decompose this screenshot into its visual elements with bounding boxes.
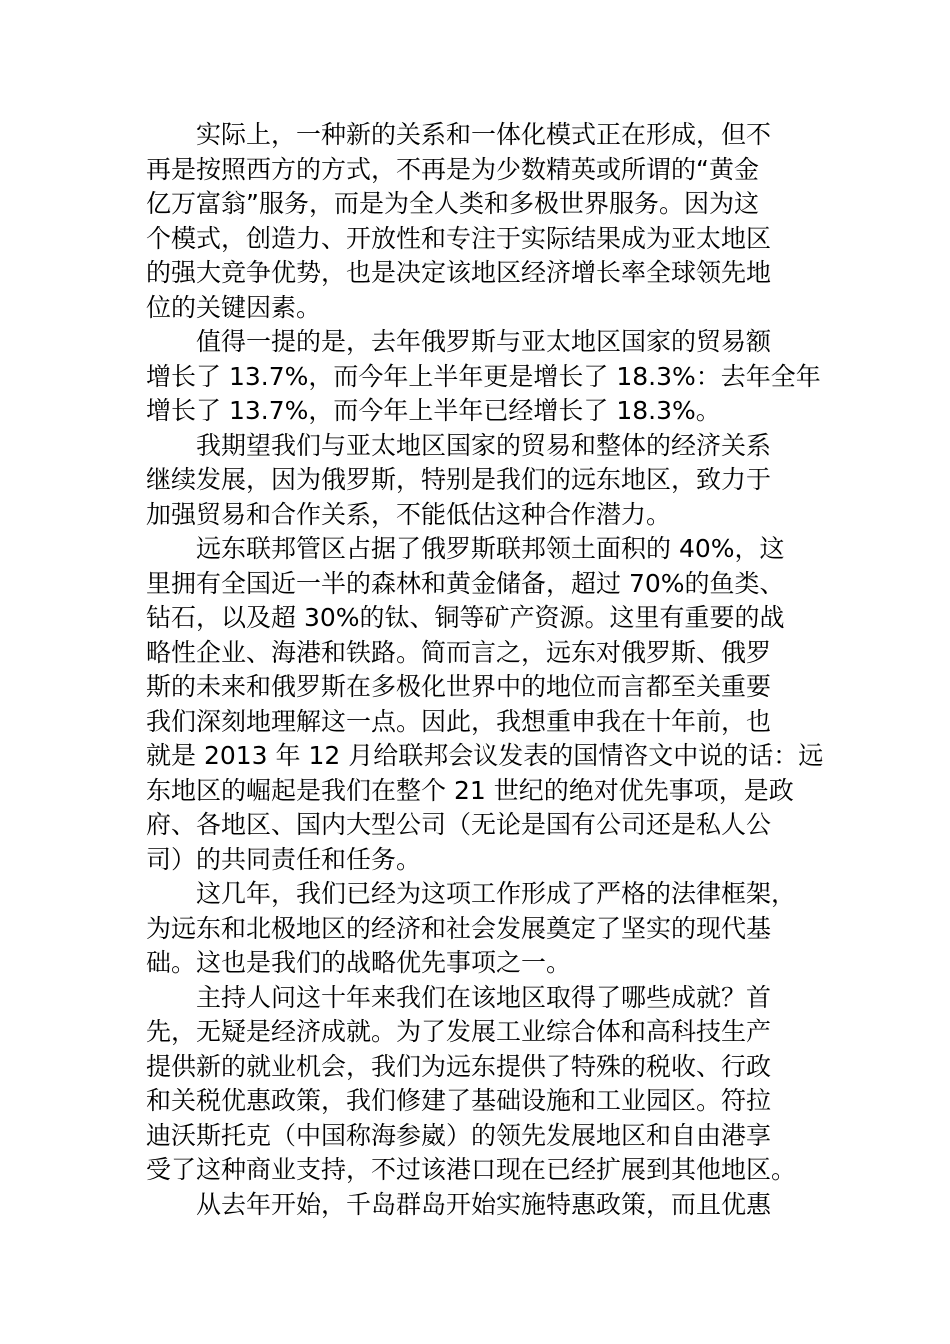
paragraph-1-line-1: 实际上，一种新的关系和一体化模式正在形成，但不 — [196, 120, 772, 149]
paragraph-6-line-5: 迪沃斯托克（中国称海参崴）的领先发展地区和自由港享 — [146, 1120, 772, 1150]
paragraph-1-line-4: 个模式，创造力、开放性和专注于实际结果成为亚太地区 — [146, 223, 772, 253]
paragraph-4-line-7: 就是 2013 年 12 月给联邦会议发表的国情咨文中说的话：远 — [146, 741, 824, 770]
paragraph-4-line-3: 钻石，以及超 30%的钛、铜等矿产资源。这里有重要的战 — [146, 603, 785, 632]
paragraph-3-line-3: 加强贸易和合作关系，不能低估这种合作潜力。 — [146, 499, 672, 529]
paragraph-2-line-1: 值得一提的是，去年俄罗斯与亚太地区国家的贸易额 — [196, 327, 772, 356]
paragraph-5-line-1: 这几年，我们已经为这项工作形成了严格的法律框架， — [196, 879, 797, 908]
paragraph-1-line-3: 亿万富翁”服务，而是为全人类和多极世界服务。因为这 — [146, 189, 759, 218]
paragraph-5-line-3: 础。这也是我们的战略优先事项之一。 — [146, 948, 572, 977]
paragraph-4-line-4: 略性企业、海港和铁路。简而言之，远东对俄罗斯、俄罗 — [146, 637, 772, 667]
paragraph-6-line-2: 先，无疑是经济成就。为了发展工业综合体和高科技生产 — [146, 1017, 772, 1046]
paragraph-2-line-3: 增长了 13.7%，而今年上半年已经增长了 18.3%。 — [146, 396, 721, 425]
paragraph-4-line-10: 司）的共同责任和任务。 — [146, 844, 422, 874]
paragraph-4-line-5: 斯的未来和俄罗斯在多极化世界中的地位而言都至关重要 — [146, 672, 772, 701]
paragraph-7-line-1: 从去年开始，千岛群岛开始实施特惠政策，而且优惠 — [196, 1189, 772, 1219]
paragraph-6-line-3: 提供新的就业机会，我们为远东提供了特殊的税收、行政 — [146, 1051, 772, 1081]
paragraph-4-line-9: 府、各地区、国内大型公司（无论是国有公司还是私人公 — [146, 810, 772, 839]
paragraph-4-line-1: 远东联邦管区占据了俄罗斯联邦领土面积的 40%，这 — [196, 534, 785, 563]
paragraph-6-line-6: 受了这种商业支持，不过该港口现在已经扩展到其他地区。 — [146, 1155, 797, 1184]
paragraph-3-line-2: 继续发展，因为俄罗斯，特别是我们的远东地区，致力于 — [146, 465, 772, 494]
document-body — [146, 118, 824, 1222]
paragraph-6-line-4: 和关税优惠政策，我们修建了基础设施和工业园区。符拉 — [146, 1086, 772, 1115]
paragraph-1-line-5: 的强大竞争优势，也是决定该地区经济增长率全球领先地 — [146, 258, 772, 287]
paragraph-4-line-8: 东地区的崛起是我们在整个 21 世纪的绝对优先事项，是政 — [146, 775, 794, 805]
paragraph-6-line-1: 主持人问这十年来我们在该地区取得了哪些成就？首 — [196, 982, 772, 1012]
paragraph-1-line-2: 再是按照西方的方式，不再是为少数精英或所谓的“黄金 — [146, 154, 759, 184]
paragraph-3-line-1: 我期望我们与亚太地区国家的贸易和整体的经济关系 — [196, 430, 772, 460]
paragraph-4-line-2: 里拥有全国近一半的森林和黄金储备，超过 70%的鱼类、 — [146, 568, 785, 598]
paragraph-1-line-6: 位的关键因素。 — [146, 292, 322, 322]
paragraph-2-line-2: 增长了 13.7%，而今年上半年更是增长了 18.3%：去年全年 — [146, 361, 821, 391]
paragraph-5-line-2: 为远东和北极地区的经济和社会发展奠定了坚实的现代基 — [146, 913, 772, 943]
paragraph-4-line-6: 我们深刻地理解这一点。因此，我想重申我在十年前，也 — [146, 706, 772, 736]
